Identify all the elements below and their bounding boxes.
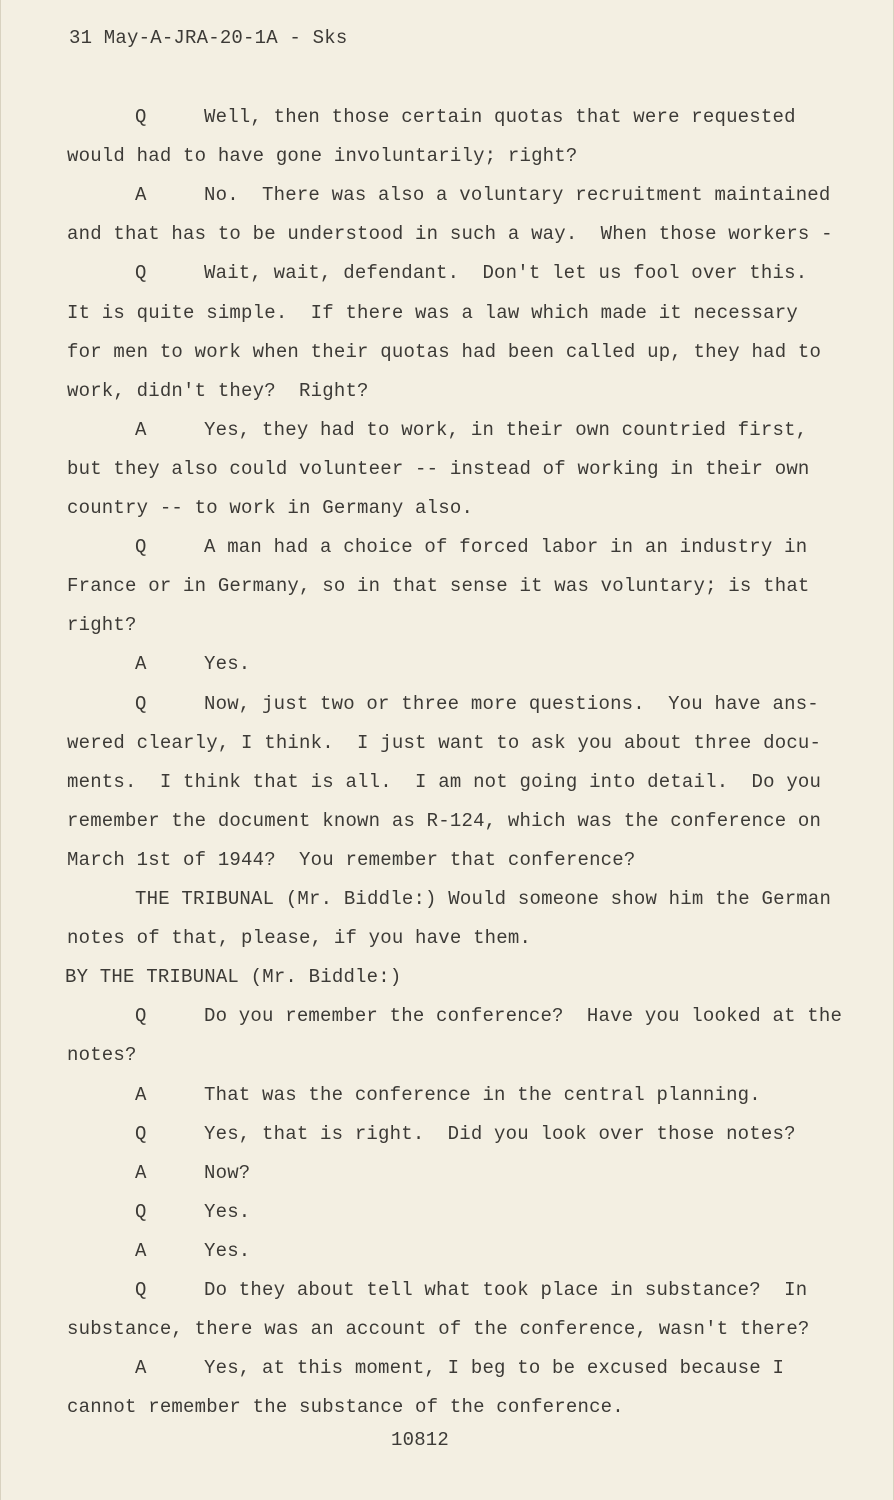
speaker-marker: Q	[135, 106, 147, 128]
transcript-line: Well, then those certain quotas that were requested	[204, 106, 796, 128]
speaker-marker: A	[135, 184, 147, 206]
speaker-marker: A	[135, 1162, 147, 1184]
page-number: 10812	[391, 1429, 450, 1451]
transcript-line: Now?	[204, 1162, 251, 1184]
transcript-line: work, didn't they? Right?	[67, 380, 369, 402]
transcript-line: No. There was also a voluntary recruitment maintained	[204, 184, 831, 206]
transcript-line: country -- to work in Germany also.	[67, 497, 474, 519]
examiner-heading: BY THE TRIBUNAL (Mr. Biddle:)	[65, 966, 402, 988]
page-header: 31 May-A-JRA-20-1A - Sks	[69, 27, 348, 49]
transcript-line: substance, there was an account of the conference, wasn't there?	[67, 1318, 810, 1340]
speaker-marker: A	[135, 1084, 147, 1106]
speaker-marker: Q	[135, 1123, 147, 1145]
transcript-line: That was the conference in the central planning.	[204, 1084, 761, 1106]
speaker-marker: Q	[135, 536, 147, 558]
transcript-line: Yes, they had to work, in their own countried first,	[204, 419, 808, 441]
speaker-marker: A	[135, 419, 147, 441]
speaker-marker: A	[135, 1240, 147, 1262]
transcript-line: but they also could volunteer -- instead of working in their own	[67, 458, 810, 480]
transcript-line: remember the document known as R-124, which was the conference on	[67, 810, 822, 832]
transcript-line: France or in Germany, so in that sense it was voluntary; is that	[67, 575, 810, 597]
transcript-line: notes of that, please, if you have them.	[67, 927, 532, 949]
transcript-line: and that has to be understood in such a way. When those workers -	[67, 223, 833, 245]
transcript-line: for men to work when their quotas had been called up, they had to	[67, 341, 822, 363]
transcript-line: A man had a choice of forced labor in an industry in	[204, 536, 808, 558]
speaker-marker: Q	[135, 262, 147, 284]
speaker-marker: Q	[135, 693, 147, 715]
transcript-line: March 1st of 1944? You remember that conference?	[67, 849, 636, 871]
transcript-line: cannot remember the substance of the conference.	[67, 1396, 624, 1418]
transcript-line: notes?	[67, 1044, 137, 1066]
speaker-marker: A	[135, 653, 147, 675]
transcript-line: would had to have gone involuntarily; right?	[67, 145, 578, 167]
transcript-line: Wait, wait, defendant. Don't let us fool over this.	[204, 262, 808, 284]
transcript-line: Yes.	[204, 653, 251, 675]
speaker-marker: Q	[135, 1201, 147, 1223]
transcript-line: right?	[67, 614, 137, 636]
transcript-line: Now, just two or three more questions. You have ans-	[204, 693, 819, 715]
transcript-line: It is quite simple. If there was a law which made it necessary	[67, 302, 798, 324]
transcript-line: Yes, that is right. Did you look over those notes?	[204, 1123, 796, 1145]
transcript-line: Yes, at this moment, I beg to be excused because I	[204, 1357, 785, 1379]
tribunal-line: THE TRIBUNAL (Mr. Biddle:) Would someone show him the German	[135, 888, 832, 910]
speaker-marker: Q	[135, 1005, 147, 1027]
transcript-line: Yes.	[204, 1240, 251, 1262]
transcript-line: Do they about tell what took place in substance? In	[204, 1279, 808, 1301]
transcript-line: Do you remember the conference? Have you looked at the	[204, 1005, 843, 1027]
transcript-line: Yes.	[204, 1201, 251, 1223]
speaker-marker: A	[135, 1357, 147, 1379]
transcript-line: ments. I think that is all. I am not going into detail. Do you	[67, 771, 822, 793]
speaker-marker: Q	[135, 1279, 147, 1301]
transcript-line: wered clearly, I think. I just want to ask you about three docu-	[67, 732, 822, 754]
